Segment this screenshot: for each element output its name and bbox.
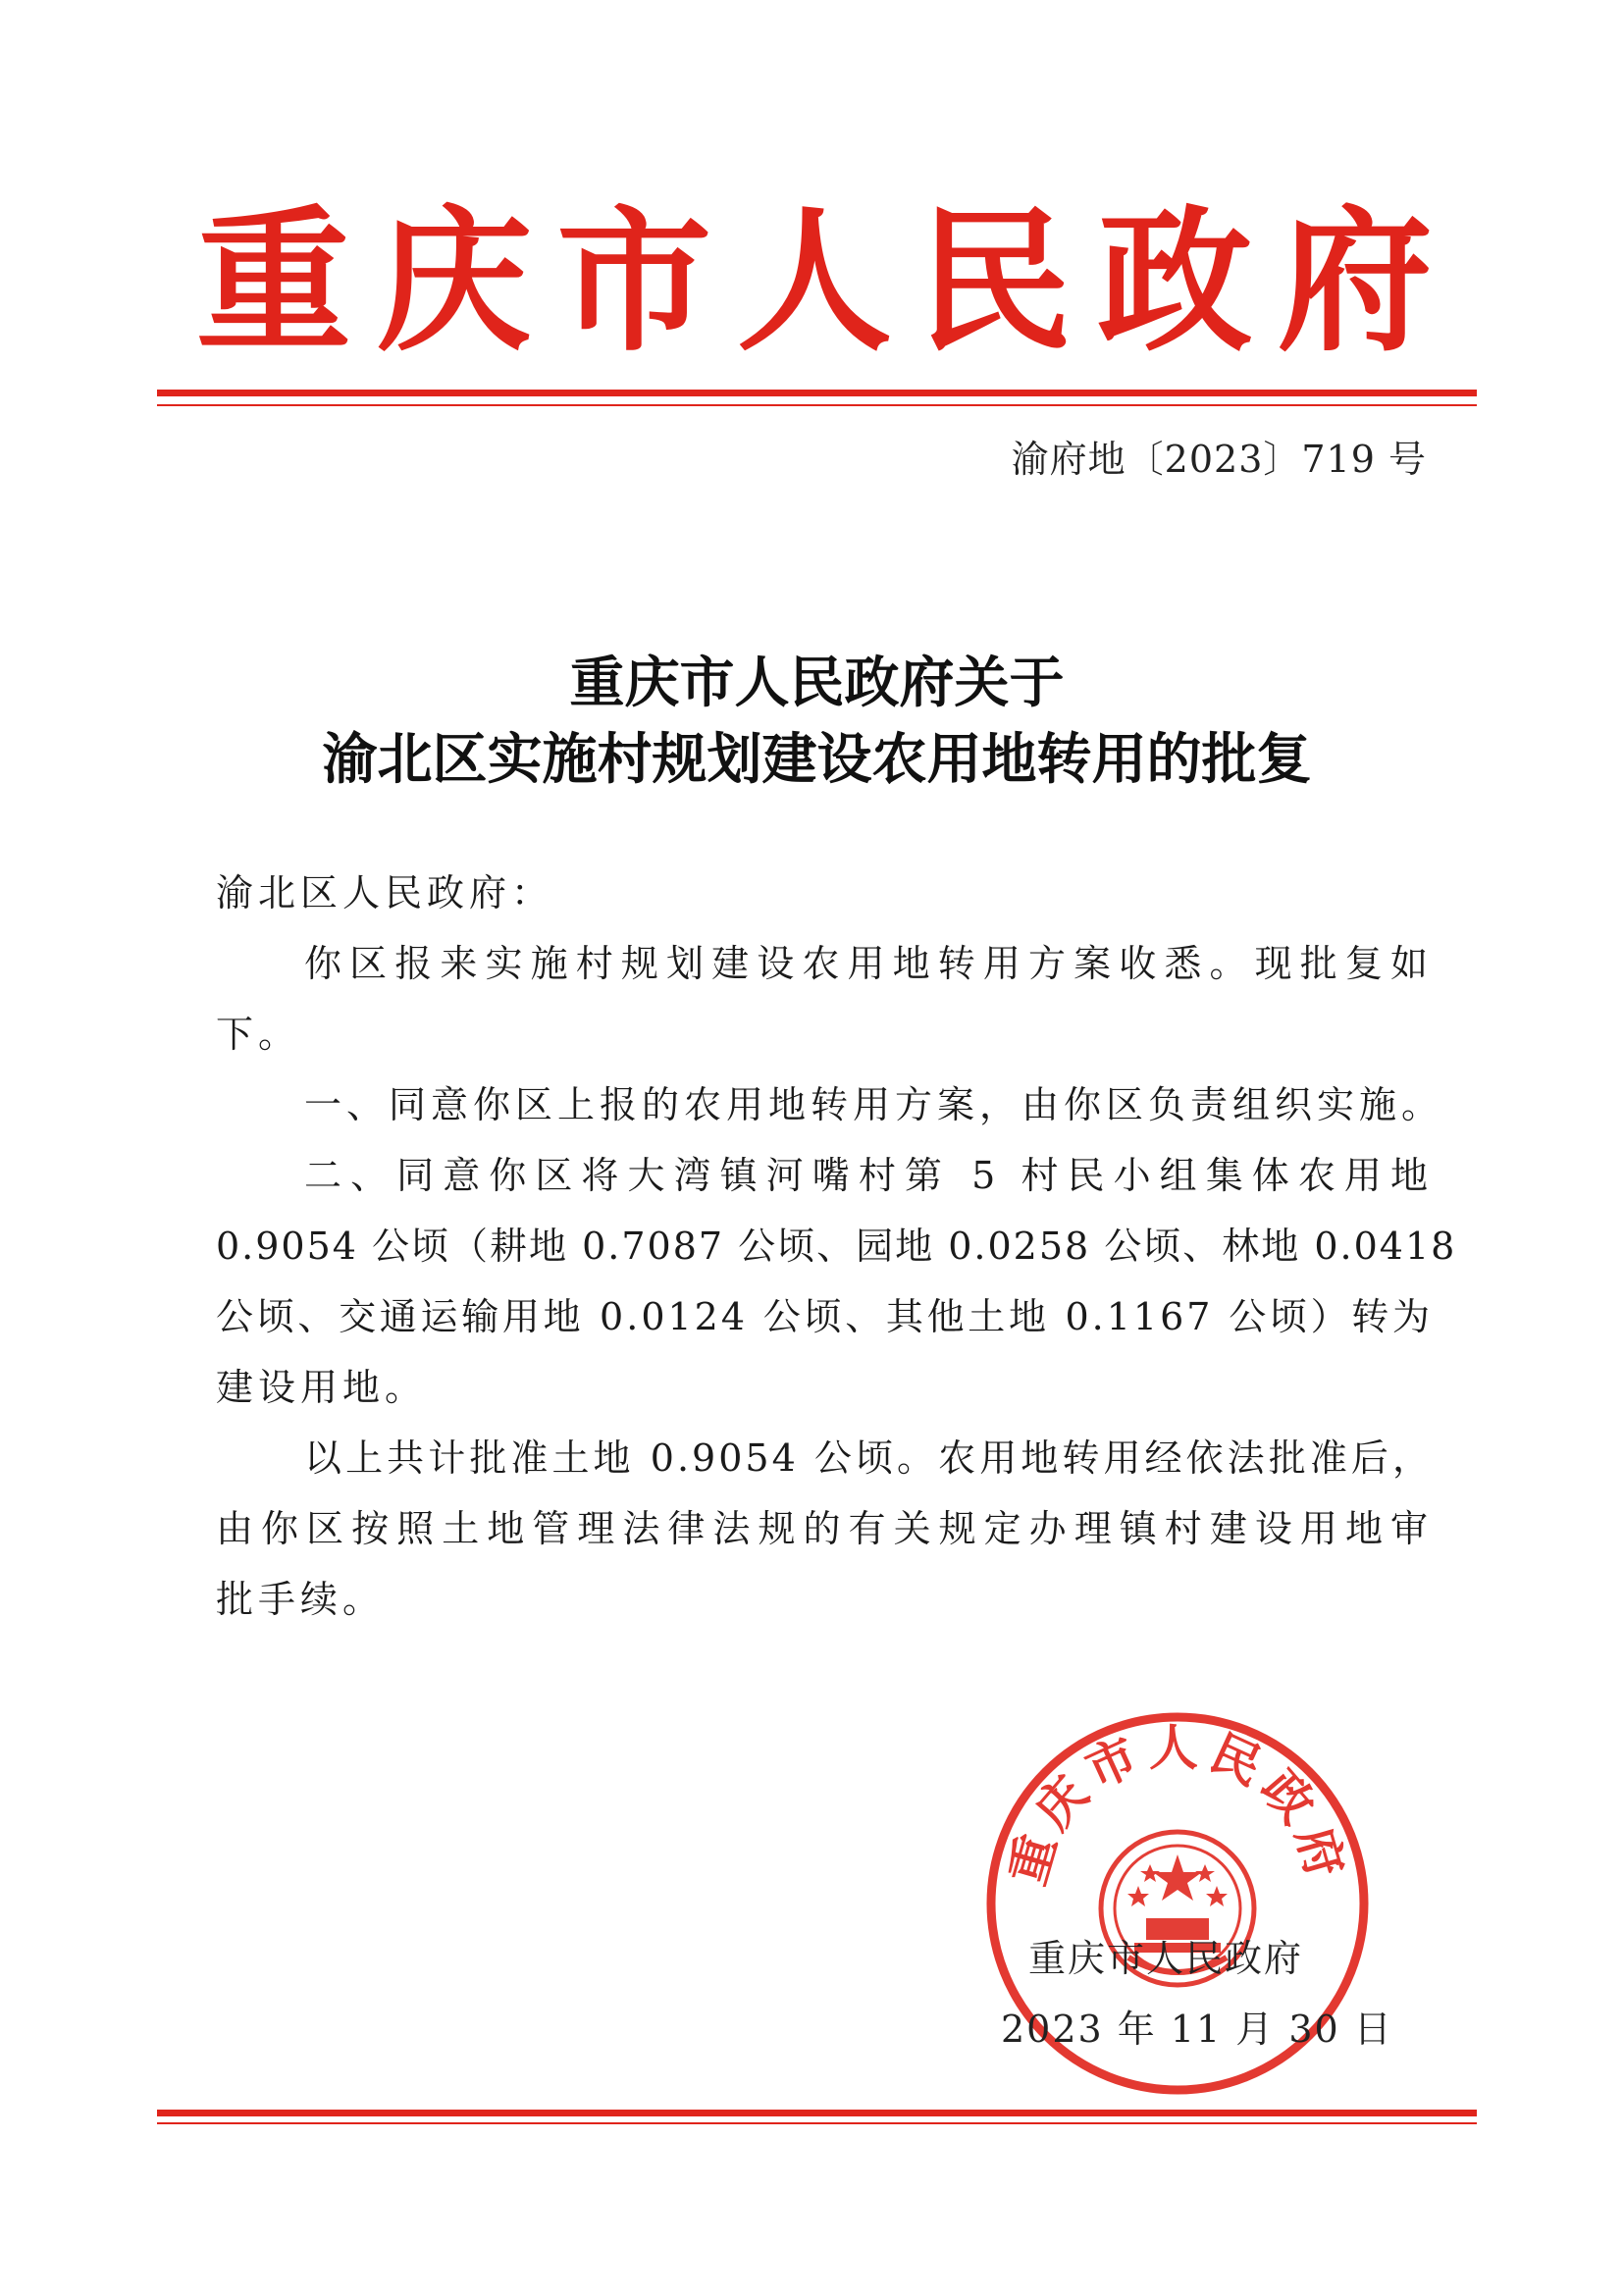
masthead-char: 重 [196,191,351,373]
paragraph-3-line: 二、同意你区将大湾镇河嘴村第 5 村民小组集体农用地 [304,1154,1433,1197]
salutation: 渝北区人民政府： [216,871,554,914]
paragraph-3-line: 公顷、交通运输用地 0.0124 公顷、其他土地 0.1167 公顷）转为 [216,1295,1433,1338]
bottom-rule-thin [157,2122,1477,2124]
top-rule-thick [157,390,1477,396]
masthead-char: 人 [736,191,892,373]
seal-text: 重庆市人民政府 [999,1719,1356,1892]
top-rule-thin [157,404,1477,406]
title-line-2: 渝北区实施村规划建设农用地转用的批复 [322,728,1312,792]
paragraph-4-line: 以上共计批准土地 0.9054 公顷。农用地转用经依法批准后， [304,1436,1433,1480]
paragraph-3-line: 0.9054 公顷（耕地 0.7087 公顷、园地 0.0258 公顷、林地 0.0418 [216,1225,1457,1268]
paragraph-4-line: 批手续。 [216,1578,386,1621]
masthead-char: 政 [1097,191,1253,373]
masthead-char: 庆 [376,191,532,373]
signature-org: 重庆市人民政府 [1028,1937,1304,1980]
paragraph-4-line: 由你区按照土地管理法律法规的有关规定办理镇村建设用地审 [216,1507,1433,1550]
paragraph-2-line: 一、同意你区上报的农用地转用方案，由你区负责组织实施。 [304,1083,1444,1126]
masthead-char: 民 [916,191,1073,373]
bottom-rule-thick [157,2110,1477,2116]
paragraph-1-line: 你区报来实施村规划建设农用地转用方案收悉。现批复如 [304,942,1433,985]
signature-date: 2023 年 11 月 30 日 [1001,2008,1393,2051]
masthead-char: 市 [556,191,712,373]
masthead-char: 府 [1277,191,1433,373]
masthead [196,191,1433,373]
document-number: 渝府地〔2023〕719 号 [1011,438,1427,481]
paragraph-3-line: 建设用地。 [216,1366,428,1409]
paragraph-1-line: 下。 [216,1013,301,1056]
document-body [216,858,1457,1635]
title-line-1: 重庆市人民政府关于 [569,652,1065,715]
